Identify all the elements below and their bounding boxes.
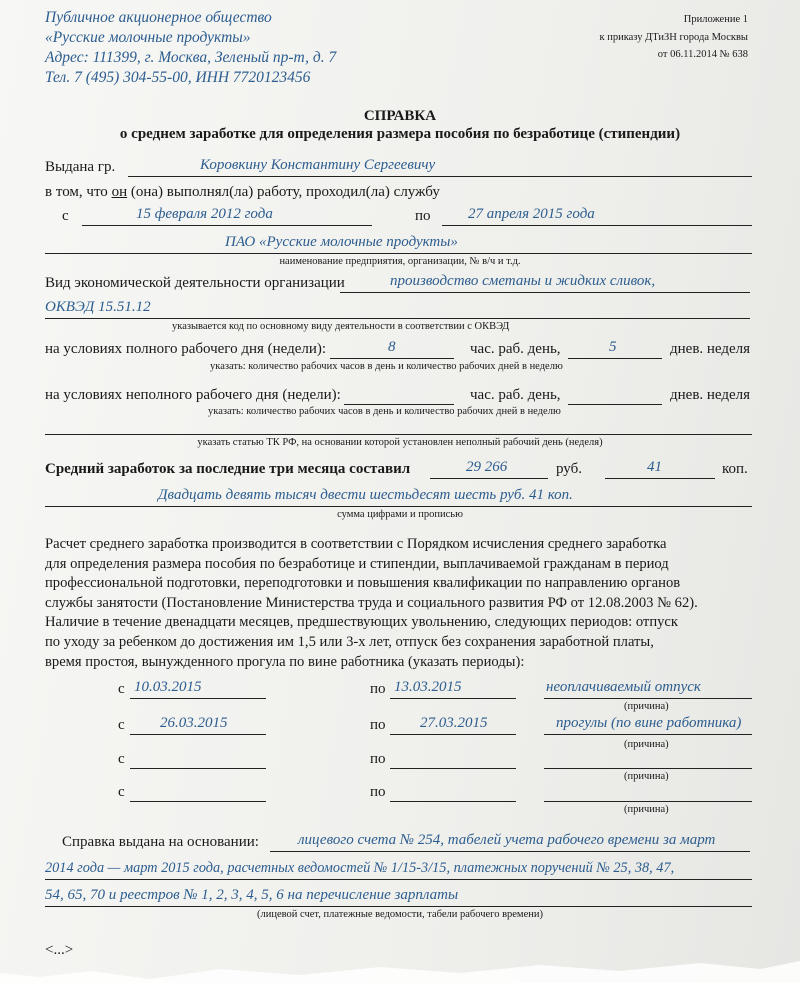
basis-label: Справка выдана на основании: — [62, 834, 259, 850]
paragraph-line: Наличие в течение двенадцати месяцев, предшествующих увольнению, следующих периодов: отпуск — [45, 614, 678, 631]
period-row-reason-caption: (причина) — [624, 771, 669, 782]
article-underline — [45, 434, 752, 435]
work-line-suffix: (она) выполнял(ла) работу, проходил(ла) службу — [127, 184, 440, 200]
employer-caption: наименование предприятия, организации, № в/ч и т.д. — [279, 256, 521, 267]
period-row-from-label: с — [118, 681, 125, 697]
appendix-line-2: к приказу ДТиЗН города Москвы — [599, 32, 748, 43]
full-time-days: 5 — [609, 339, 617, 355]
basis-line-3: 54, 65, 70 и реестров № 1, 2, 3, 4, 5, 6 на перечисление зарплаты — [45, 887, 459, 903]
activity-value-1: производство сметаны и жидких сливок, — [390, 273, 656, 289]
period-row-reason-underline — [544, 734, 752, 735]
part-time-days-underline — [568, 404, 662, 405]
period-to-value: 27 апреля 2015 года — [468, 206, 595, 222]
org-line-1: Публичное акционерное общество — [45, 9, 272, 26]
issued-label: Выдана гр. — [45, 159, 116, 175]
paragraph-line: время простоя, вынужденного прогула по вине работника (указать периоды): — [45, 653, 525, 670]
paragraph-line: для определения размера пособия по безработице и стипендии, выплачиваемой гражданам в период — [45, 555, 669, 572]
period-row-from-underline — [130, 801, 266, 802]
basis-underline-3 — [45, 906, 752, 907]
basis-caption: (лицевой счет, платежные ведомости, табели рабочего времени) — [257, 909, 543, 920]
basis-line-1: лицевого счета № 254, табелей учета рабочего времени за март — [298, 832, 716, 848]
period-from-value: 15 февраля 2012 года — [136, 206, 273, 222]
org-line-3: Адрес: 111399, г. Москва, Зеленый пр-т, д. 7 — [45, 49, 337, 66]
period-row-from-underline — [130, 734, 266, 735]
period-row-from-label: с — [118, 751, 125, 767]
full-time-label: на условиях полного рабочего дня (недели): — [45, 341, 327, 357]
basis-underline-1 — [270, 851, 750, 852]
period-row-to-value: 13.03.2015 — [394, 679, 462, 695]
full-time-caption: указать: количество рабочих часов в день и количество рабочих дней в неделю — [210, 361, 563, 372]
appendix-line-3: от 06.11.2014 № 638 — [657, 49, 748, 60]
salary-kop-label: коп. — [722, 461, 748, 477]
period-row-to-value: 27.03.2015 — [420, 715, 488, 731]
paragraph-line: по уходу за ребенком до достижения им 1,5 или 3-х лет, отпуск без сохранения заработной платы, — [45, 633, 654, 650]
period-row-from-value: 26.03.2015 — [160, 715, 228, 731]
period-row-from-underline — [130, 768, 266, 769]
period-row-to-label: по — [370, 717, 386, 733]
issued-name: Коровкину Константину Сергеевичу — [200, 157, 436, 173]
period-row-to-label: по — [370, 751, 386, 767]
part-time-label: на условиях неполного рабочего дня (недели): — [45, 387, 341, 403]
part-time-caption: указать: количество рабочих часов в день и количество рабочих дней в неделю — [208, 406, 561, 417]
period-row-from-underline — [130, 698, 266, 699]
activity-underline-2 — [45, 318, 750, 319]
paragraph-line: Расчет среднего заработка производится в соответствии с Порядком исчисления среднего заработка — [45, 536, 667, 552]
period-from-label: с — [62, 208, 69, 224]
salary-words: Двадцать девять тысяч двести шестьдесят шесть руб. 41 коп. — [158, 487, 573, 503]
period-row-from-label: с — [118, 717, 125, 733]
salary-label: Средний заработок за последние три месяца составил — [45, 461, 411, 477]
salary-words-underline — [45, 506, 752, 507]
salary-rub-underline — [430, 478, 548, 479]
doc-title: СПРАВКА — [363, 108, 437, 124]
period-row-to-label: по — [370, 784, 386, 800]
work-line-prefix: в том, что — [45, 184, 112, 200]
period-row-reason-underline — [544, 801, 752, 802]
org-line-2: «Русские молочные продукты» — [45, 29, 251, 46]
salary-kop-underline — [605, 478, 715, 479]
full-time-hours-underline — [330, 358, 454, 359]
employer-underline — [45, 253, 752, 254]
period-row-reason-value: прогулы (по вине работника) — [556, 715, 742, 731]
article-caption: указать статью ТК РФ, на основании которой установлен неполный рабочий день (неделя) — [197, 437, 603, 448]
torn-edge-decoration — [0, 955, 800, 983]
period-row-reason-value: неоплачиваемый отпуск — [546, 679, 701, 695]
period-row-reason-caption: (причина) — [624, 739, 669, 750]
paragraph-line: службы занятости (Постановление Министерства труда и социального развития РФ от 12.08.2003 № 62). — [45, 594, 698, 611]
period-to-underline — [442, 225, 752, 226]
period-row-to-underline — [390, 768, 516, 769]
period-row-to-label: по — [370, 681, 386, 697]
full-time-days-label: днев. неделя — [670, 341, 751, 357]
period-row-from-value: 10.03.2015 — [134, 679, 202, 695]
period-row-from-label: с — [118, 784, 125, 800]
period-row-to-underline — [390, 734, 516, 735]
doc-subtitle: о среднем заработке для определения размера пособия по безработице (стипендии) — [119, 126, 681, 142]
activity-underline-1 — [340, 292, 750, 293]
period-row-reason-caption: (причина) — [624, 701, 669, 712]
full-time-hours-label: час. раб. день, — [470, 341, 561, 357]
period-from-underline — [82, 225, 372, 226]
salary-rub-value: 29 266 — [466, 459, 508, 475]
part-time-hours-underline — [344, 404, 454, 405]
paragraph-line: профессиональной подготовки, переподготовки и повышения квалификации по направлению органов — [45, 575, 681, 592]
activity-value-2: ОКВЭД 15.51.12 — [45, 299, 151, 315]
basis-underline-2 — [45, 879, 752, 880]
full-time-hours: 8 — [388, 339, 396, 355]
employer-name: ПАО «Русские молочные продукты» — [225, 234, 458, 250]
activity-label: Вид экономической деятельности организации — [45, 275, 345, 291]
org-line-4: Тел. 7 (495) 304-55-00, ИНН 7720123456 — [45, 69, 311, 86]
activity-caption: указывается код по основному виду деятельности в соответствии с ОКВЭД — [172, 321, 510, 332]
full-time-days-underline — [568, 358, 662, 359]
period-row-reason-caption: (причина) — [624, 804, 669, 815]
paragraph-block — [45, 535, 698, 672]
salary-caption: сумма цифрами и прописью — [337, 509, 463, 520]
work-line — [45, 184, 440, 201]
part-time-days-label: днев. неделя — [670, 387, 751, 403]
basis-line-2: 2014 года — март 2015 года, расчетных ведомостей № 1/15-3/15, платежных поручений № 25, 38, 47, — [45, 860, 675, 876]
period-row-to-underline — [390, 698, 516, 699]
period-row-to-underline — [390, 801, 516, 802]
period-row-reason-underline — [544, 698, 752, 699]
work-line-on: он — [111, 184, 128, 200]
period-row-reason-underline — [544, 768, 752, 769]
part-time-hours-label: час. раб. день, — [470, 387, 561, 403]
appendix-line-1: Приложение 1 — [683, 14, 748, 25]
salary-kop-value: 41 — [647, 459, 662, 475]
issued-underline — [128, 176, 752, 177]
ellipsis-marker: <...> — [45, 942, 74, 958]
salary-rub-label: руб. — [556, 461, 582, 477]
period-to-label: по — [415, 208, 431, 224]
